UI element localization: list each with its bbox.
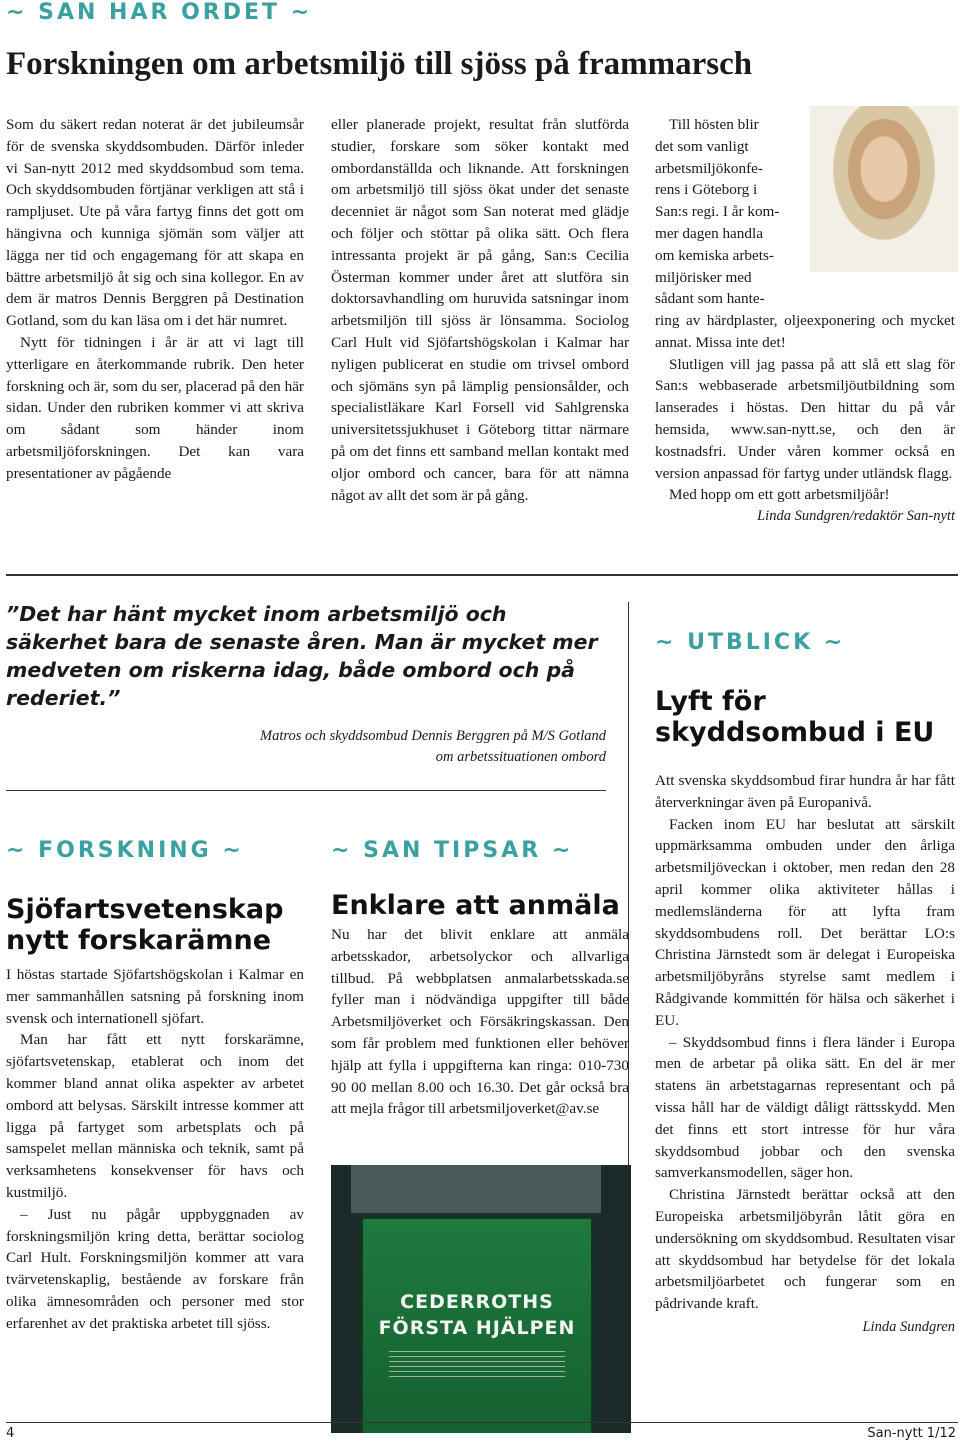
wrap-line: San:s regi. I år kom- — [655, 203, 780, 221]
cabinet-sign-line: FÖRSTA HJÄLPEN — [378, 1317, 576, 1339]
editorial-column-1 — [6, 114, 304, 485]
quote-attribution-line: om arbetssituationen ombord — [435, 749, 606, 765]
forskning-headline: Sjöfartsvetenskap nytt forskarämne — [6, 894, 284, 957]
article-paragraph: – Just nu pågår uppbyggnaden av forskningsmiljön kring detta, berättar sociolog Carl Hult. Forskningsmiljön kommer att vara tvärvetenskaplig, bestående av forskare från olika ämnesområden och personer med stor erfarenhet av det praktiska arbetet till sjöss. — [6, 1205, 304, 1332]
cabinet-sign-line: CEDERROTHS — [400, 1291, 554, 1313]
quote-attribution-line: Matros och skyddsombud Dennis Berggren på M/S Gotland — [260, 728, 606, 744]
utblick-signature: Linda Sundgren — [862, 1318, 955, 1335]
editor-portrait-image — [810, 106, 958, 272]
editorial-paragraph: Som du säkert redan noterat är det jubileumsår för de svenska skyddsombuden. Därför inleder vi San-nytt 2012 med skyddsombud som tema. Och skyddsombuden förtjänar verkligen att stå i rampljuset. Ute på våra fartyg finns det gott om hängivna och kunniga sjömän som väljer att lägga ner tid och engagemang för att skapa en bättre arbetsmiljö åt sig och sina kollegor. En av dem är matros Dennis Berggren på Destination Gotland, som du kan läsa om i det här numret. — [6, 116, 304, 330]
editorial-paragraph: Nytt för tidningen i år är att vi lagt till ytterligare en återkommande rubrik. Den heter forskning och är, som du ser, placerad på den här sidan. Under den rubriken kommer vi att skriva om sådant som händer inom arbetsmiljöforskningen. Det kan vara presentationer av pågående — [6, 333, 304, 482]
quote-attribution — [6, 726, 606, 768]
tipsar-headline: Enklare att anmäla — [331, 890, 620, 921]
editorial-paragraph: eller planerade projekt, resultat från slutförda studier, forskare som söker kontakt med ombordanställda och liknande. Att forskningen om arbetsmiljö till sjöss ökat under det senaste decenniet är något som San noterat med glädje och följer och stöttar på olika sätt. Och flera intressanta projekt är på gång, San:s Cecilia Österman kommer under året att slutföra sin doktorsavhandling om huruvida satsningar inom arbetsmiljön till sjöss är lönsamma. Sociolog Carl Hult vid Sjöfartshögskolan i Kalmar har nyligen publicerat en studie om trivsel ombord och sjömäns syn på lämplig pensionsålder, och specialistläkare Karl Forsell vid Sahlgrenska universitetssjukhuset i Göteborg tittar närmare på om det finns ett samband mellan kontakt med oljor ombord och cancer, bara för att nämna något av allt det som är på gång. — [331, 116, 629, 504]
utblick-body — [655, 770, 955, 1339]
issue-label: San-nytt 1/12 — [867, 1426, 956, 1441]
wrap-line: Till hösten blir — [669, 116, 759, 133]
section-heading-utblick: ~ UTBLICK ~ — [655, 630, 846, 655]
editorial-paragraph: ring av härdplaster, oljeexponering och mycket annat. Missa inte det! — [655, 312, 955, 351]
page-headline: Forskningen om arbetsmiljö till sjöss på frammarsch — [6, 46, 753, 82]
article-paragraph: – Skyddsombud finns i flera länder i Europa men de arbetar på olika sätt. En del är mer statens än arbetstagarnas representant och på vissa håll har de väldigt dåligt rättsskydd. Men det finns ett stort intresse för hur våra skyddsombud jobbar och den svenska samverkansmodellen, säger hon. — [655, 1033, 955, 1182]
article-paragraph: I höstas startade Sjöfartshögskolan i Kalmar en mer sammanhållen satsning på forskning inom svensk och internationell sjöfart. — [6, 966, 304, 1027]
section-divider — [6, 574, 958, 576]
wrap-line: mer dagen handla — [655, 224, 763, 242]
forskning-body — [6, 964, 304, 1335]
editorial-paragraph: Slutligen vill jag passa på att slå ett slag för San:s webbaserade arbetsmiljöutbildning som lanserades i höstas. Den hittar du på vår hemsida, www.san-nytt.se, och den är kostnadsfri. Under våren kommer också en version anpassad för fartyg under utländsk flagg. — [655, 355, 955, 482]
footer-rule — [6, 1422, 958, 1423]
pull-quote: ”Det har hänt mycket inom arbetsmiljö och säkerhet bara de senaste åren. Man är mycket mer medveten om riskerna idag, både ombord och på rederiet.” — [6, 602, 598, 710]
article-paragraph: Facken inom EU har beslutat att särskilt uppmärksamma ombuden under den årliga arbetsmiljöveckan i oktober, men redan den 28 april kommer olika aktiviteter hållas i medlemsländerna för att lyfta fram skyddsombudens roll. Det berättar LO:s Christina Järnstedt som är delegat i Europeiska arbetsmiljöbyråns styrelse samt medlem i Rådgivande kommittén för hälsa och säkerhet i EU. — [655, 815, 955, 1029]
wrap-line: rens i Göteborg i — [655, 181, 758, 199]
wrap-line: om kemiska arbets- — [655, 246, 774, 264]
article-paragraph: Nu har det blivit enklare att anmäla arbetsskador, arbetsolyckor och allvarliga tillbud. På webbplatsen anmalarbetsskada.se fyller man i nödvändiga uppgifter till både Arbetsmiljöverket och Försäkringskassan. Den som får problem med funktionen eller behöver hjälp att fylla i uppgifterna kan ringa: 010-730 90 00 mellan 8.00 och 16.30. Det går också bra att mejla frågor till arbetsmiljoverket@av.se — [331, 926, 629, 1118]
wrap-line: arbetsmiljökonfe- — [655, 159, 763, 177]
wrap-line: sådant som hante- — [655, 290, 765, 308]
article-paragraph: Christina Järnstedt berättar också att den Europeiska arbetsmiljöbyrån låtit göra en undersökning om skyddsombud. Resultaten visar att skyddsombud har betydelse för det lokala arbetsmiljöarbetet och fungerar som en pådrivande kraft. — [655, 1186, 955, 1313]
quote-divider — [6, 790, 606, 791]
section-heading-san-tipsar: ~ SAN TIPSAR ~ — [331, 838, 574, 863]
editorial-column-2 — [331, 114, 629, 506]
editorial-column-3-wrap — [655, 114, 805, 310]
wrap-line: miljörisker med — [655, 268, 752, 286]
utblick-headline: Lyft för skyddsombud i EU — [655, 686, 935, 749]
article-paragraph: Att svenska skyddsombud firar hundra år har fått återverkningar även på Europanivå. — [655, 772, 955, 811]
editorial-column-3 — [655, 310, 955, 528]
cabinet-fine-print — [389, 1351, 565, 1379]
editorial-signature: Linda Sundgren/redaktör San-nytt — [757, 508, 955, 525]
first-aid-cabinet — [361, 1217, 593, 1433]
page-number: 4 — [6, 1426, 15, 1441]
article-paragraph: Man har fått ett nytt forskarämne, sjöfartsvetenskap, etablerat och inom det kommer bland annat olika aspekter av arbetet ombord att belysas. Särskilt intresse kommer att ligga på fartyget som arbetsplats och på samspelet mellan människa och teknik, samt på verksamhetens konsekvenser för havs och kustmiljö. — [6, 1031, 304, 1201]
tipsar-body — [331, 924, 629, 1120]
cabinet-top — [351, 1165, 601, 1213]
first-aid-cabinet-photo — [331, 1165, 631, 1433]
wrap-line: det som vanligt — [655, 137, 749, 155]
section-heading-forskning: ~ FORSKNING ~ — [6, 838, 244, 863]
section-heading-san-har-ordet: ~ SAN HAR ORDET ~ — [6, 0, 313, 25]
editorial-paragraph: Med hopp om ett gott arbetsmiljöår! — [669, 486, 890, 504]
